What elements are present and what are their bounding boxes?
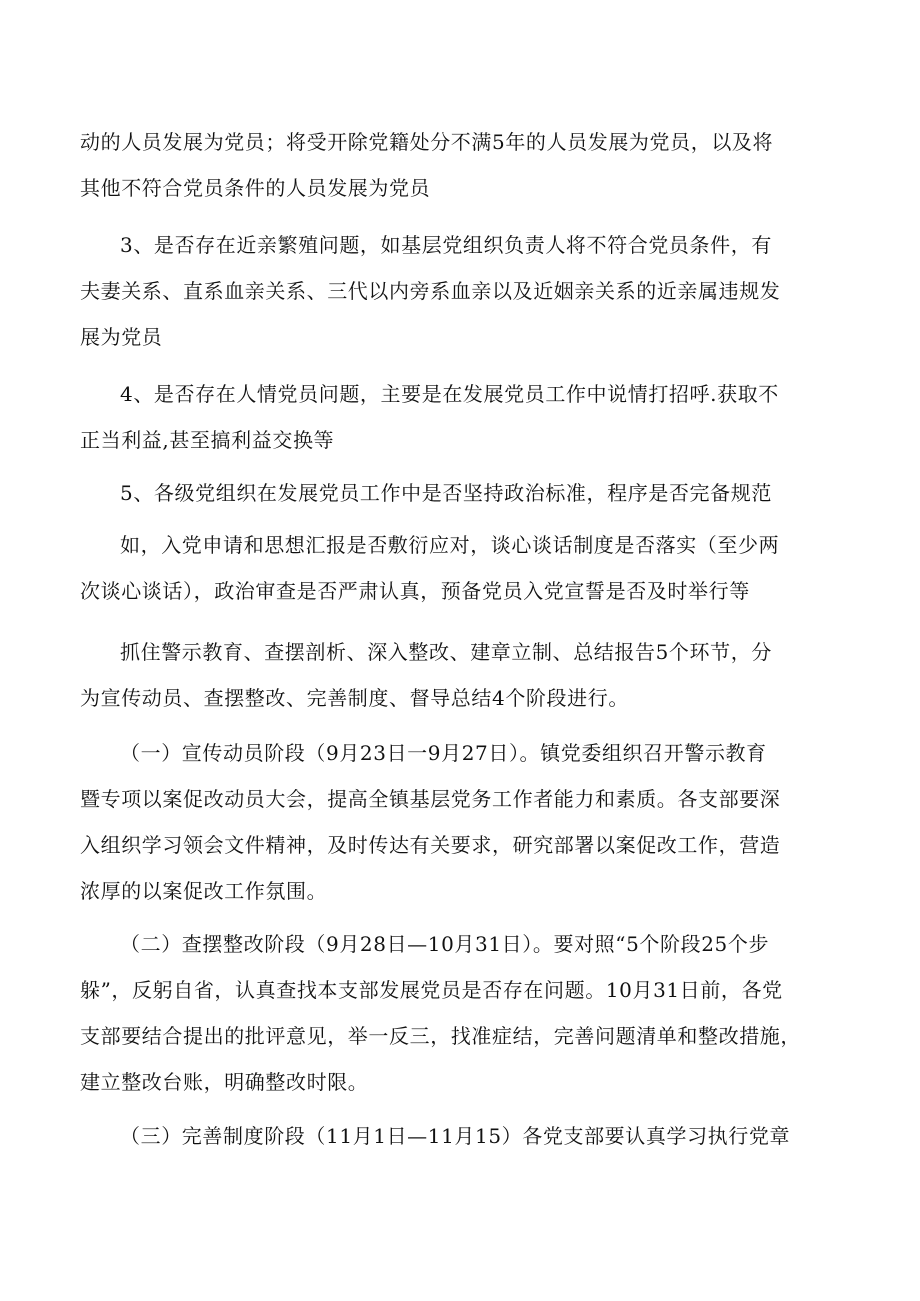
text-line: 如，入党申请和思想汇报是否敷衍应对，谈心谈话制度是否落实（至少两 <box>120 533 780 557</box>
text-line: 抓住警示教育、查摆剖析、深入整改、建章立制、总结报告5个环节，分 <box>120 640 772 664</box>
text-line: 建立整改台账，明确整改时限。 <box>80 1070 369 1094</box>
text-line: 3、是否存在近亲繁殖问题，如基层党组织负责人将不符合党员条件，有 <box>120 233 772 257</box>
paragraph-stage-2 <box>80 921 801 1105</box>
text-line: 其他不符合党员条件的人员发展为党员 <box>80 176 431 200</box>
text-line: 次谈心谈话），政治审查是否严肃认真，预备党员入党宣誓是否及时举行等 <box>80 579 750 603</box>
text-line: 入组织学习领会文件精神，及时传达有关要求，研究部署以案促改工作，营造 <box>80 833 781 857</box>
text-line: （一）宣传动员阶段（9月23日一9月27日）。镇党委组织召开警示教育 <box>120 741 767 765</box>
paragraph-item-3 <box>80 222 780 360</box>
text-line: 躲”，反躬自省，认真查找本支部发展党员是否存在问题。10月31日前，各党 <box>80 978 783 1002</box>
paragraph-item-4 <box>80 371 779 463</box>
text-line: 浓厚的以案促改工作氛围。 <box>80 879 328 903</box>
paragraph-continued <box>80 119 773 211</box>
text-line: 暨专项以案促改动员大会，提高全镇基层党务工作者能力和素质。各支部要深 <box>80 787 781 811</box>
text-line: 展为党员 <box>80 325 163 349</box>
text-line: （二）查摆整改阶段（9月28日—10月31日）。要对照“5个阶段25个步 <box>120 932 770 956</box>
text-line: 动的人员发展为党员；将受开除党籍处分不满5年的人员发展为党员，以及将 <box>80 130 774 154</box>
paragraph-stage-3 <box>80 1113 790 1159</box>
text-line: （三）完善制度阶段（11月1日—11月15）各党支部要认真学习执行党章 <box>120 1124 791 1148</box>
text-line: 5、各级党组织在发展党员工作中是否坚持政治标准，程序是否完备规范 <box>120 481 772 505</box>
text-line: 夫妻关系、直系血亲关系、三代以内旁系血亲以及近姻亲关系的近亲属违规发 <box>80 279 781 303</box>
text-line: 正当利益,甚至搞利益交换等 <box>80 428 335 452</box>
text-line: 支部要结合提出的批评意见，举一反三，找准症结，完善问题清单和整改措施， <box>80 1024 801 1048</box>
paragraph-stages-overview <box>80 629 772 721</box>
paragraph-stage-1 <box>80 730 780 914</box>
paragraph-examples <box>80 522 779 614</box>
paragraph-item-5 <box>120 470 772 516</box>
text-line: 4、是否存在人情党员问题，主要是在发展党员工作中说情打招呼.获取不 <box>120 382 779 406</box>
text-line: 为宣传动员、查摆整改、完善制度、督导总结4个阶段进行。 <box>80 686 629 710</box>
